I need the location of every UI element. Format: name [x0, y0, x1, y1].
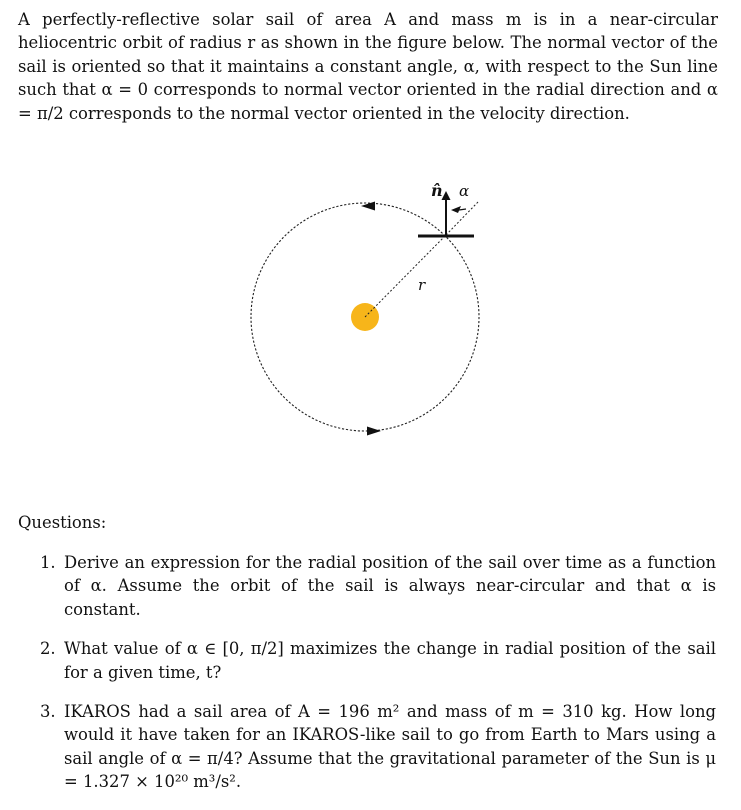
question-item	[40, 551, 716, 621]
sun-line-extension	[446, 202, 478, 235]
question-number: 2.	[40, 639, 56, 659]
question-number: 3.	[40, 702, 56, 722]
question-item	[40, 637, 716, 684]
alpha-label: α	[459, 182, 470, 200]
normal-label: n̂	[431, 181, 443, 200]
question-item	[40, 700, 716, 794]
orbit-direction-arrow-top	[361, 202, 375, 211]
orbit-diagram	[0, 150, 741, 480]
question-text: IKAROS had a sail area of A = 196 m² and mass of m = 310 kg. How long would it have taken for an IKAROS-like sail to go from Earth to Mars using a sail angle of α = π/4? Assume that the gravitational parameter of the Sun is μ = 1.327 × 10²⁰ m³/s².	[64, 702, 716, 792]
questions-heading: Questions:	[18, 513, 107, 532]
questions-list	[40, 551, 716, 810]
question-text: Derive an expression for the radial position of the sail over time as a function of α. Assume the orbit of the sail is always near-circular and that α is constant.	[64, 553, 716, 619]
intro-paragraph	[18, 8, 718, 125]
question-number: 1.	[40, 553, 56, 572]
intro-text: A perfectly-reflective solar sail of area A and mass m is in a near-circular heliocentric orbit of radius r as shown in the figure below. The normal vector of the sail is oriented so that it maintains a constant angle, α, with respect to the Sun line such that α = 0 corresponds to normal vector oriented in the radial direction and α = π/2 corresponds to the normal vector oriented in the velocity direction.	[18, 10, 718, 123]
alpha-angle-tail	[459, 209, 466, 210]
radius-line	[365, 235, 446, 317]
radius-label: r	[418, 276, 426, 294]
normal-vector-arrowhead	[442, 191, 451, 200]
question-text: What value of α ∈ [0, π/2] maximizes the change in radial position of the sail for a given time, t?	[64, 639, 716, 682]
orbit-figure	[0, 150, 741, 480]
orbit-direction-arrow-bottom	[367, 427, 381, 436]
